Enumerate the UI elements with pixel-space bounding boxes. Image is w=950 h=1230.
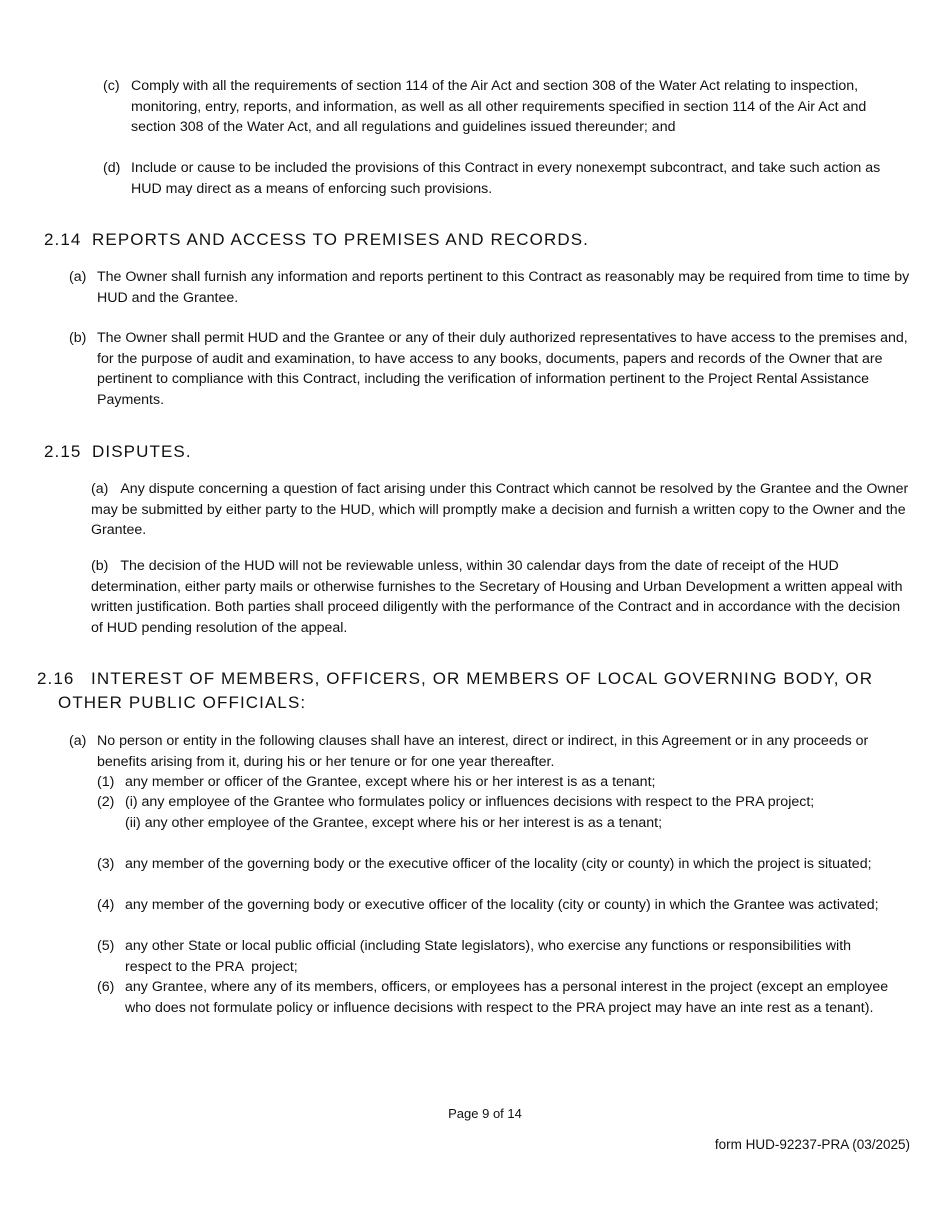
item-text: The Owner shall permit HUD and the Grantee or any of their duly authorized representatives to have access to the premises and, for the purpose of audit and examination, to have access to any books, documents, papers and records of the Owner that are pertinent to compliance with this Contract, including the verification of information pertinent to the Project Rental Assistance Payments.	[97, 330, 908, 408]
clause-text: any member or officer of the Grantee, except where his or her interest is as a tenant;	[125, 774, 656, 790]
clause-text: any Grantee, where any of its members, officers, or employees has a personal interest in the project (except an employee who does not formulate policy or influence decisions with respect to the PRA project may have an inte rest as a tenant).	[125, 979, 889, 1016]
clause-label: (4)	[97, 897, 115, 913]
list-item-c	[103, 76, 903, 138]
item-text: The Owner shall furnish any information and reports pertinent to this Contract as reasonably may be required from time to time by HUD and the Grantee.	[97, 269, 910, 306]
clause-label: (1)	[97, 774, 115, 790]
clause-text: (i) any employee of the Grantee who formulates policy or influences decisions with respect to the PRA project;	[125, 794, 815, 810]
list-item-2-16-a	[69, 731, 869, 772]
section-title: DISPUTES.	[92, 442, 192, 461]
section-number: 2.14	[44, 230, 82, 249]
clause-label: (3)	[97, 856, 115, 872]
section-heading-2-15	[44, 440, 192, 464]
item-text: Any dispute concerning a question of fact arising under this Contract which cannot be resolved by the Grantee and the Owner may be submitted by either party to the HUD, which will promptly make a decision and furnish a written copy to the Owner and the Grantee.	[91, 481, 909, 538]
item-text: No person or entity in the following clauses shall have an interest, direct or indirect, in this Agreement or in any proceeds or benefits arising from it, during his or her tenure or for one year thereafter.	[97, 733, 869, 770]
section-title: REPORTS AND ACCESS TO PREMISES AND RECORDS.	[92, 230, 589, 249]
section-number: 2.16	[37, 669, 75, 688]
clause-text: any other State or local public official (including State legislators), who exercise any functions or responsibilities with respect to the PRA project;	[125, 938, 855, 975]
list-item-d	[103, 158, 903, 199]
clause-label: (5)	[97, 938, 115, 954]
section-heading-2-14	[44, 228, 589, 252]
item-text: Include or cause to be included the provisions of this Contract in every nonexempt subcontract, and take such action as HUD may direct as a means of enforcing such provisions.	[131, 160, 881, 197]
item-label: (c)	[103, 78, 120, 94]
clause-3	[97, 854, 887, 875]
clause-6	[97, 977, 897, 1018]
paragraph-2-15-b	[91, 556, 911, 638]
clause-text: any member of the governing body or the executive officer of the locality (city or county) in which the project is situated;	[125, 856, 872, 872]
item-label: (d)	[103, 160, 121, 176]
section-heading-2-16-cont	[58, 691, 306, 715]
item-label: (a)	[91, 481, 109, 497]
section-number: 2.15	[44, 442, 82, 461]
clause-4	[97, 895, 887, 916]
clause-label: (6)	[97, 979, 115, 995]
item-text: Comply with all the requirements of section 114 of the Air Act and section 308 of the Water Act relating to inspection, monitoring, entry, reports, and information, as well as all other requirements specified in section 114 of the Air Act and section 308 of the Water Act, and all regulations and guidelines issued thereunder; and	[131, 78, 867, 135]
clause-5	[97, 936, 897, 977]
clause-label: (2)	[97, 794, 115, 810]
clause-subtext: (ii) any other employee of the Grantee, except where his or her interest is as a tenant;	[125, 814, 663, 831]
page-number: Page 9 of 14	[448, 1106, 522, 1121]
section-heading-2-16	[37, 667, 873, 691]
form-number: form HUD-92237-PRA (03/2025)	[714, 1137, 910, 1152]
list-item-2-14-b	[69, 328, 911, 410]
clause-text: any member of the governing body or executive officer of the locality (city or county) in which the Grantee was activated;	[125, 897, 879, 913]
section-title-line2: OTHER PUBLIC OFFICIALS:	[58, 693, 307, 712]
list-item-2-14-a	[69, 267, 911, 308]
clause-1	[97, 772, 897, 793]
section-title-line1: INTEREST OF MEMBERS, OFFICERS, OR MEMBERS OF LOCAL GOVERNING BODY, OR	[91, 669, 874, 688]
paragraph-2-15-a	[91, 479, 911, 541]
clause-2	[97, 792, 837, 833]
item-label: (b)	[91, 558, 109, 574]
item-text: The decision of the HUD will not be reviewable unless, within 30 calendar days from the date of receipt of the HUD determination, either party mails or otherwise furnishes to the Secretary of Housing and Urban Development a written appeal with written justification. Both parties shall proceed diligently with the performance of the Contract and in accordance with the decision of HUD pending resolution of the appeal.	[91, 558, 903, 636]
item-label: (a)	[69, 269, 87, 285]
item-label: (b)	[69, 330, 87, 346]
item-label: (a)	[69, 733, 87, 749]
